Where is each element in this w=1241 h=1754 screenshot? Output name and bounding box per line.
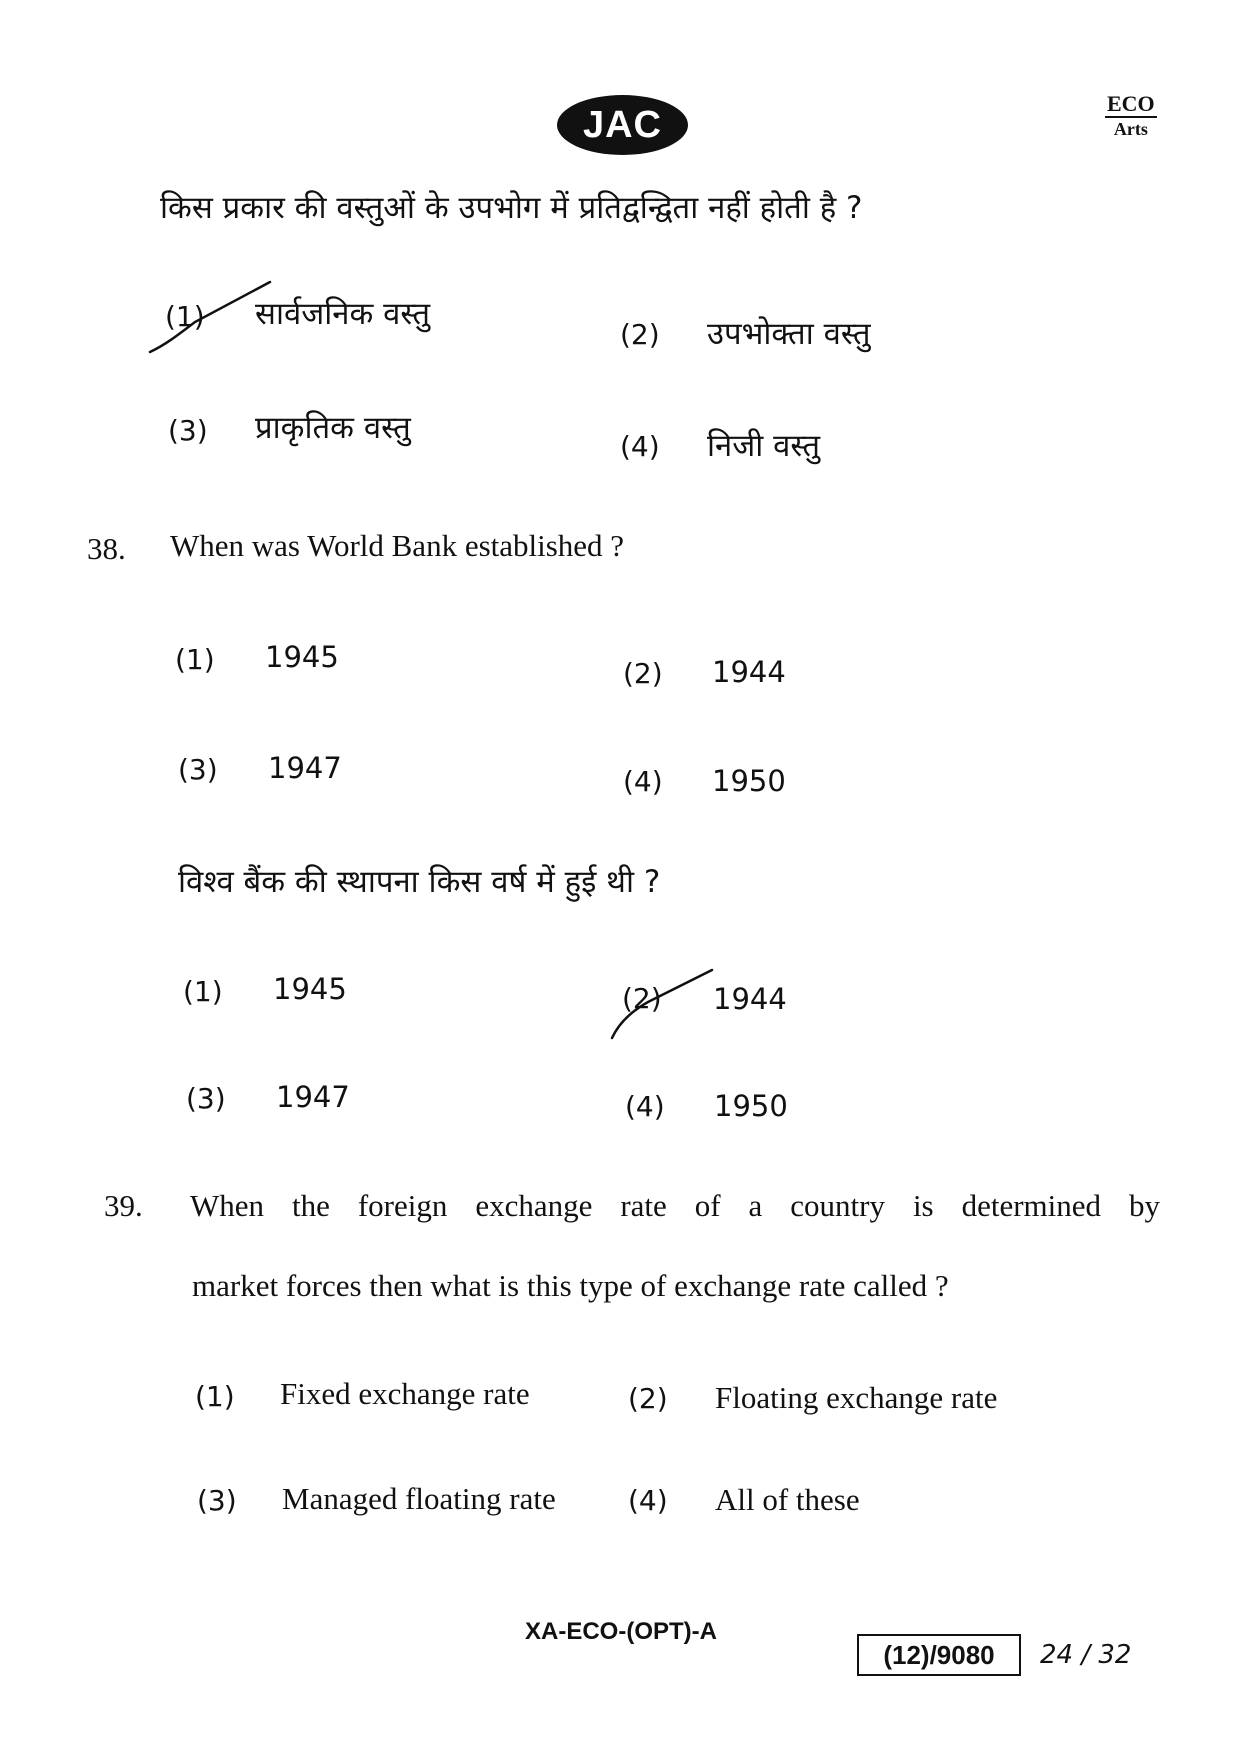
q38-hindi-option-1-num: (1) bbox=[183, 975, 223, 1008]
q38-option-2-num: (2) bbox=[623, 657, 663, 690]
q39-option-2-text: Floating exchange rate bbox=[715, 1380, 998, 1415]
q39-option-4-text: All of these bbox=[715, 1482, 860, 1517]
page-number: 24 / 32 bbox=[1040, 1640, 1132, 1670]
tick-mark-q37 bbox=[150, 282, 270, 352]
subject-bottom: Arts bbox=[1113, 119, 1148, 139]
q38-hindi-option-1-text: 1945 bbox=[273, 972, 347, 1006]
q38-question: When was World Bank established ? bbox=[170, 528, 625, 563]
q38-option-4-text: 1950 bbox=[712, 764, 786, 798]
tick-mark-q38-hindi bbox=[612, 970, 712, 1038]
q38-hindi-option-4-text: 1950 bbox=[714, 1089, 788, 1123]
q38-hindi-option-2-num: (2) bbox=[622, 982, 662, 1015]
q38-option-3-num: (3) bbox=[178, 753, 218, 786]
q39-question-line-2: market forces then what is this type of exchange rate called ? bbox=[192, 1268, 949, 1303]
q39-option-1-text: Fixed exchange rate bbox=[280, 1376, 530, 1411]
paper-code: XA-ECO-(OPT)-A bbox=[525, 1618, 717, 1645]
q37-option-3-text: प्राकृतिक वस्तु bbox=[255, 410, 411, 446]
booklet-code-box: (12)/9080 bbox=[857, 1634, 1021, 1676]
q38-number: 38. bbox=[87, 531, 126, 566]
q39-option-3-num: (3) bbox=[197, 1484, 237, 1517]
q39-option-4-num: (4) bbox=[628, 1484, 668, 1517]
q39-number: 39. bbox=[104, 1188, 143, 1223]
q38-hindi-option-4-num: (4) bbox=[625, 1090, 665, 1123]
q38-hindi-question: विश्व बैंक की स्थापना किस वर्ष में हुई थी ? bbox=[178, 864, 661, 900]
q38-option-1-text: 1945 bbox=[265, 640, 339, 674]
q38-option-1-num: (1) bbox=[175, 643, 215, 676]
q37-option-2-num: (2) bbox=[620, 318, 660, 351]
q37-option-1-num: (1) bbox=[165, 300, 205, 333]
q37-option-4-text: निजी वस्तु bbox=[707, 428, 821, 464]
q38-hindi-option-3-text: 1947 bbox=[276, 1080, 350, 1114]
q37-option-3-num: (3) bbox=[168, 414, 208, 447]
q37-option-1-text: सार्वजनिक वस्तु bbox=[255, 296, 431, 332]
q38-hindi-option-2-text: 1944 bbox=[713, 982, 787, 1016]
q39-option-1-num: (1) bbox=[195, 1380, 235, 1413]
q38-hindi-option-3-num: (3) bbox=[186, 1082, 226, 1115]
q39-option-3-text: Managed floating rate bbox=[282, 1481, 556, 1516]
q39-question-line-1: When the foreign exchange rate of a country is determined by bbox=[190, 1188, 1160, 1223]
jac-logo: JAC bbox=[557, 95, 688, 155]
q38-option-4-num: (4) bbox=[623, 765, 663, 798]
subject-top: ECO bbox=[1107, 91, 1155, 116]
q37-option-4-num: (4) bbox=[620, 430, 660, 463]
q38-option-3-text: 1947 bbox=[268, 751, 342, 785]
q37-option-2-text: उपभोक्ता वस्तु bbox=[707, 316, 871, 352]
q38-option-2-text: 1944 bbox=[712, 655, 786, 689]
q37-hindi-question: किस प्रकार की वस्तुओं के उपभोग में प्रतिद्वन्द्विता नहीं होती है ? bbox=[160, 190, 863, 226]
q39-option-2-num: (2) bbox=[628, 1382, 668, 1415]
